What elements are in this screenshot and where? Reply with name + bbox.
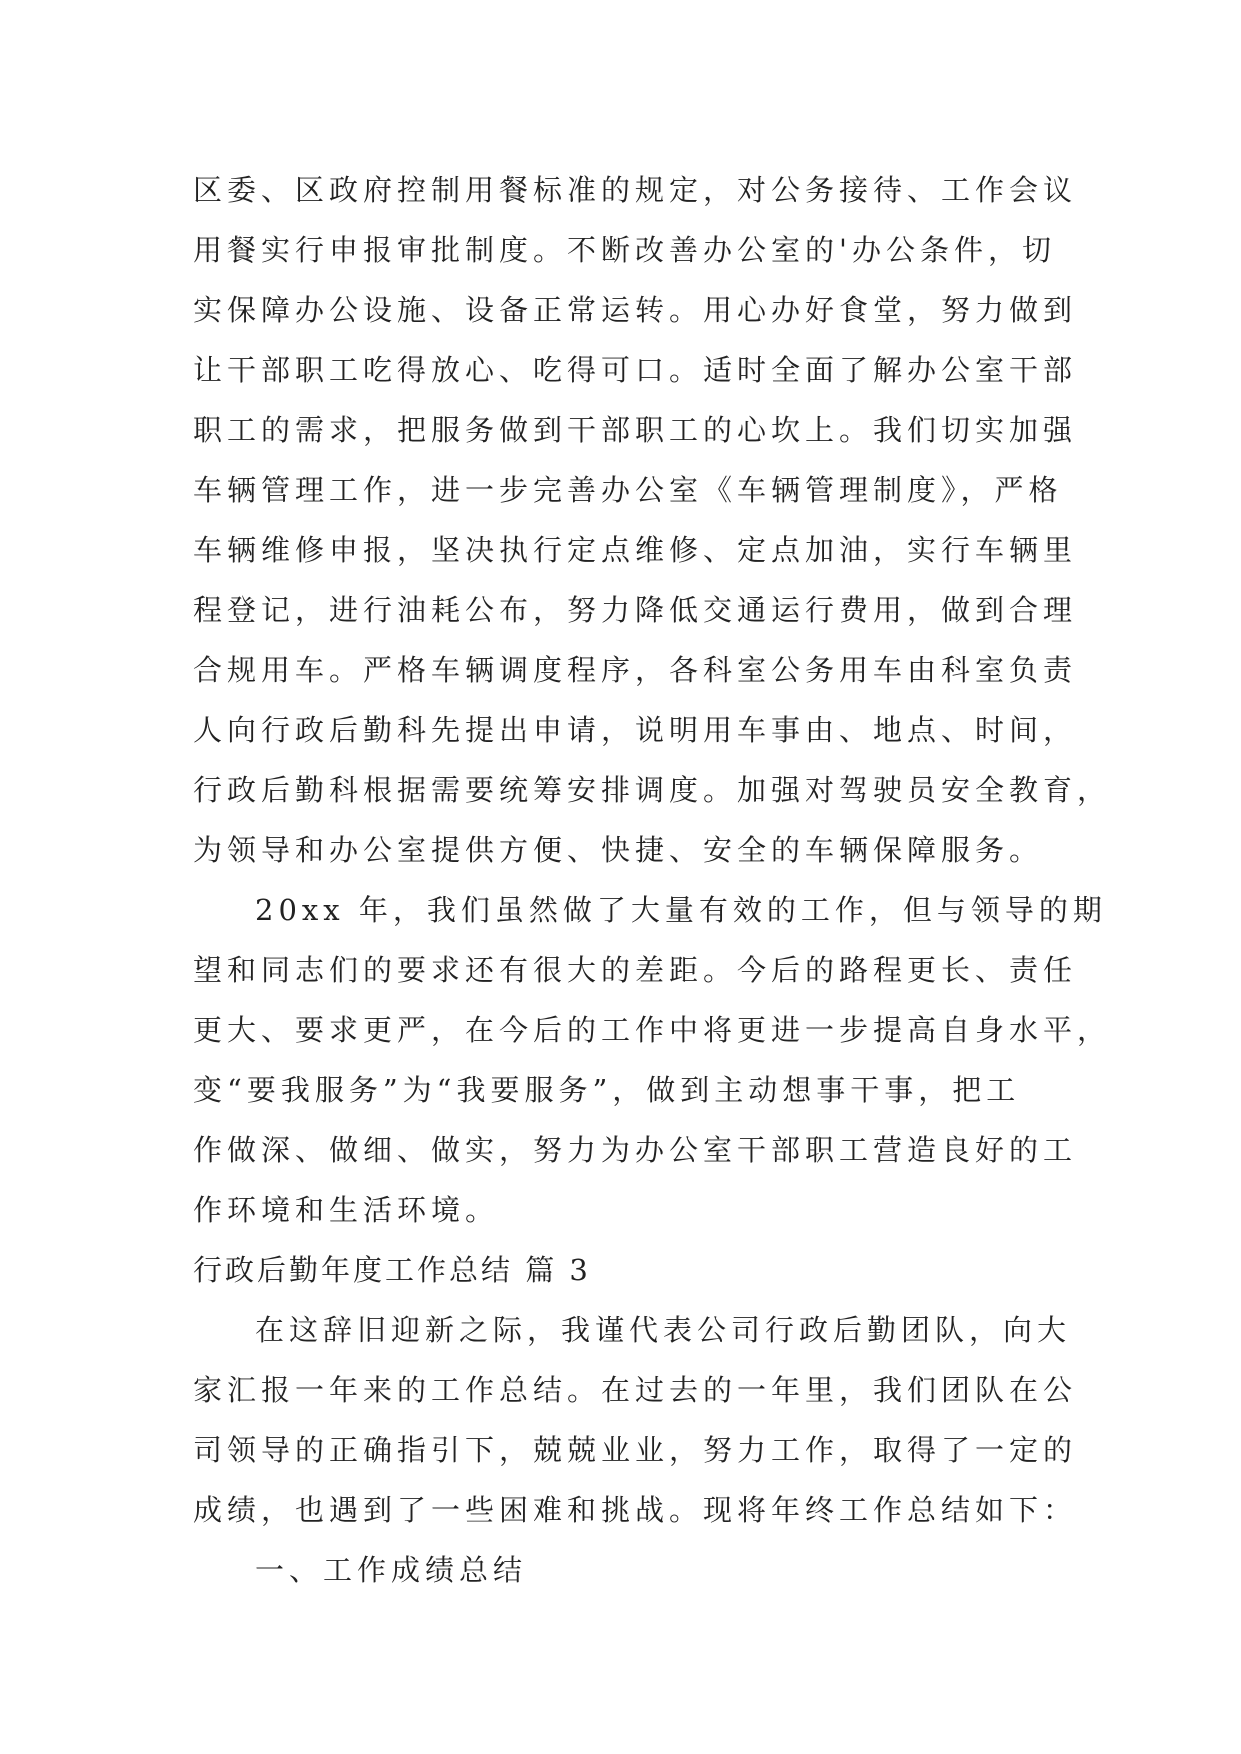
- text-line: 人向行政后勤科先提出申请，说明用车事由、地点、时间，: [193, 713, 1078, 747]
- paragraph-outlook: [193, 880, 1112, 1240]
- text-line: 家汇报一年来的工作总结。在过去的一年里，我们团队在公: [193, 1373, 1078, 1407]
- text-line: 程登记，进行油耗公布，努力降低交通运行费用，做到合理: [193, 593, 1078, 627]
- text-line: 行政后勤科根据需要统筹安排调度。加强对驾驶员安全教育，: [193, 773, 1112, 807]
- text-line: 车辆维修申报，坚决执行定点维修、定点加油，实行车辆里: [193, 533, 1078, 567]
- text-line: 用餐实行申报审批制度。不断改善办公室的'办公条件，切: [193, 233, 1056, 267]
- text-line: 车辆管理工作，进一步完善办公室《车辆管理制度》，严格: [193, 473, 1063, 507]
- section-heading: 行政后勤年度工作总结 篇 3: [193, 1253, 591, 1287]
- text-line: 成绩，也遇到了一些困难和挑战。现将年终工作总结如下：: [193, 1493, 1078, 1527]
- paragraph-vehicle-management: [193, 160, 1112, 880]
- text-line: 司领导的正确指引下，兢兢业业，努力工作，取得了一定的: [193, 1433, 1078, 1467]
- text-line: 更大、要求更严，在今后的工作中将更进一步提高自身水平，: [193, 1013, 1112, 1047]
- text-line: 20xx 年，我们虽然做了大量有效的工作，但与领导的期: [255, 893, 1107, 927]
- text-line: 望和同志们的要求还有很大的差距。今后的路程更长、责任: [193, 953, 1078, 987]
- text-line: 实保障办公设施、设备正常运转。用心办好食堂，努力做到: [193, 293, 1078, 327]
- text-line: 变“要我服务”为“我要服务”，做到主动想事干事，把工: [193, 1073, 1021, 1107]
- text-line: 职工的需求，把服务做到干部职工的心坎上。我们切实加强: [193, 413, 1078, 447]
- document-page: [193, 160, 1112, 1600]
- text-line: 为领导和办公室提供方便、快捷、安全的车辆保障服务。: [193, 833, 1044, 867]
- text-line: 让干部职工吃得放心、吃得可口。适时全面了解办公室干部: [193, 353, 1078, 387]
- text-line: 区委、区政府控制用餐标准的规定，对公务接待、工作会议: [193, 173, 1078, 207]
- text-line: 合规用车。严格车辆调度程序，各科室公务用车由科室负责: [193, 653, 1078, 687]
- paragraph-introduction: [193, 1300, 1078, 1540]
- text-line: 作环境和生活环境。: [193, 1193, 500, 1227]
- text-line: 在这辞旧迎新之际，我谨代表公司行政后勤团队，向大: [255, 1313, 1072, 1347]
- text-line: 作做深、做细、做实，努力为办公室干部职工营造良好的工: [193, 1133, 1078, 1167]
- subheading: 一、工作成绩总结: [255, 1553, 528, 1587]
